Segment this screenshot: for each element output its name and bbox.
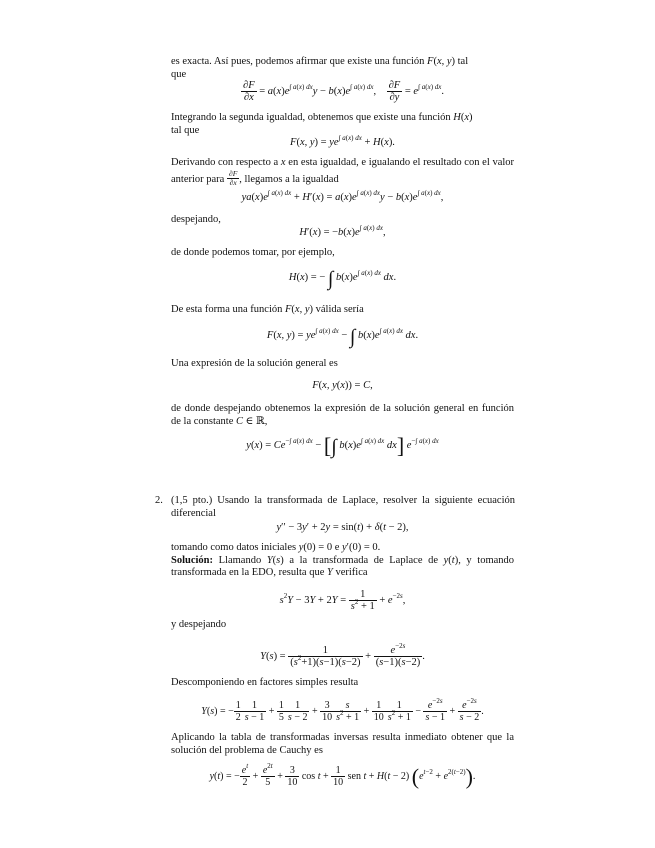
text-p2-2a: tomando como datos iniciales [171, 542, 297, 553]
paragraph-integrando: Integrando la segunda igualdad, obtenemos que existe una función H(x) tal que [171, 112, 473, 136]
equation-eq4: $H'(x) = -b(x)e^{\int a(x) dx}$, [299, 224, 386, 238]
paragraph-y-despejando [171, 619, 514, 632]
text-p1b: tal [457, 56, 469, 67]
text-p3c: , llegamos a la igualdad [239, 173, 339, 185]
text-p2-2b: e [334, 542, 340, 553]
paragraph-datos-iniciales: tomando como datos iniciales y(0) = 0 e y′(0) = 0. Solución: Llamando Y(s) a la transformada de Laplace de y(t), y tomando transformada en la EDO, resulta que Y verifica [171, 542, 515, 579]
text-p2-3a: Llamando [218, 554, 262, 566]
paragraph-aplicando [171, 732, 514, 757]
paragraph-tomar [171, 247, 514, 260]
text-p6a: De esta forma una función [171, 304, 283, 315]
equation-p2-eq5: y(t) = − $\frac{e^t}{2}$ + $\frac{e^{2t}}{5}$ + $\frac{3}{10}$ cos t + $\frac{1}{10}$ sen t + H(t − 2) $(e^{t-2} + e^{2(t-2)})$. [209, 762, 476, 789]
text-p2-6: Aplicando la tabla de transformadas inversas resulta inmediato obtener que la solución del problema de Cauchy es [171, 732, 514, 756]
exercise-2 [155, 495, 515, 520]
equation-p2-eq2: $s^2Y - 3Y + 2Y$ = $\frac{1}{s^2 + 1}$ + $e^{-2s}$, [279, 589, 406, 612]
text-p1a: es exacta. Así pues, podemos afirmar que existe una función [171, 56, 425, 67]
text-p1c: que [171, 68, 187, 80]
text-p2a: Integrando la segunda igualdad, obtenemos que existe una función [171, 112, 451, 123]
text-p3a: Derivando con respecto a [171, 157, 279, 168]
paragraph-funcion: De esta forma una función F(x, y) válida sería [171, 304, 364, 315]
equation-eq2: F(x, $y) = ye^{\int a(x) dx} + H(x)$. [290, 134, 395, 148]
text-p2-3c: , y tomando transformada en la EDO, resulta que [171, 554, 515, 579]
text-p2-4: y despejando [171, 619, 227, 630]
solution-label: Solución: [171, 554, 214, 566]
equation-eq3: $ya(x)e^{\int a(x) dx} + H'(x) = a(x)e^{\int a(x) dx}y - b(x)e^{\int a(x) dx}$, [241, 189, 444, 203]
text-p6b: válida sería [315, 304, 364, 315]
equation-eq5: H(x) = − ∫ $b(x)e^{\int a(x) dx}$ dx. [288, 268, 397, 290]
equation-p2-eq1: y′′ − 3y′ + 2y = sin(t) + δ(t − 2), [276, 522, 409, 533]
text-p2-1: (1,5 pto.) Usando la transformada de Laplace, resolver la siguiente ecuación diferencial [171, 495, 515, 519]
equation-eq6: F(x, $y) = ye^{\int a(x) dx}$ − ∫ $b(x)e^{\int a(x) dx}$ dx. [266, 326, 419, 348]
paragraph-expresion [171, 358, 514, 371]
paragraph-despejando [171, 214, 514, 227]
equation-p2-eq3: Y(s) = $\frac{1}{(s^2+1)(s-1)(s-2)}$ + $\frac{e^{-2s}}{(s-1)(s-2)}$ . [260, 642, 425, 668]
text-p2-3d: verifica [335, 567, 368, 579]
paragraph-solucion-general: de donde despejando obtenemos la expresión de la solución general en función de la constante C ∈ ℝ, [171, 403, 514, 427]
equation-eq7: F(x, y(x)) = C, [312, 380, 373, 391]
text-p2-5: Descomponiendo en factores simples resulta [171, 677, 359, 688]
paragraph-descomponiendo [171, 677, 514, 690]
paragraph-exacta: es exacta. Así pues, podemos afirmar que existe una función F(x, y) tal que [171, 56, 469, 80]
text-p8a: de donde despejando obtenemos la expresión de la solución general en función de la constante [171, 403, 514, 427]
paragraph-derivando: Derivando con respecto a x en esta igualdad, e igualando el resultado con el valor anterior para $\frac{\partial F}{\partial x}$ , llegamos a la igualdad [171, 157, 515, 187]
text-p3b: en esta igualdad, e igualando el resultado con el valor anterior para [171, 157, 515, 185]
text-p5: de donde podemos tomar, por ejemplo, [171, 247, 335, 258]
text-p2-3b: a la transformada de Laplace de [289, 554, 438, 566]
equation-eq8: $y(x) = Ce^{-\int a(x) dx}$ − [∫ $b(x)e^{\int a(x) dx}$ dx] $e^{-\int a(x) dx}$ [246, 433, 439, 458]
text-p7: Una expresión de la solución general es [171, 358, 338, 369]
exercise-number: 2. [155, 495, 163, 506]
text-p2b: tal que [171, 124, 200, 136]
text-p4: despejando, [171, 214, 221, 225]
equation-eq1: $\frac{\partial F}{\partial x}$ = $a(x)e^{\int a(x) dx}y - b(x)e^{\int a(x) dx}$, $\frac{\partial F}{\partial y}$ = $e^{\int a(x) dx}$. [242, 80, 445, 103]
equation-p2-eq4: Y(s) = − $\frac{1}{2}$ $\frac{1}{s - 1}$ + $\frac{1}{5}$ $\frac{1}{s - 2}$ + $\frac{3}{10}$ $\frac{s}{s^2 + 1}$ + $\frac{1}{10}$ $\frac{1}{s^2 + 1}$ − $\frac{e^{-2s}}{s - 1}$ + $\frac{e^{-2s}}{s - 2}$ . [201, 697, 484, 723]
